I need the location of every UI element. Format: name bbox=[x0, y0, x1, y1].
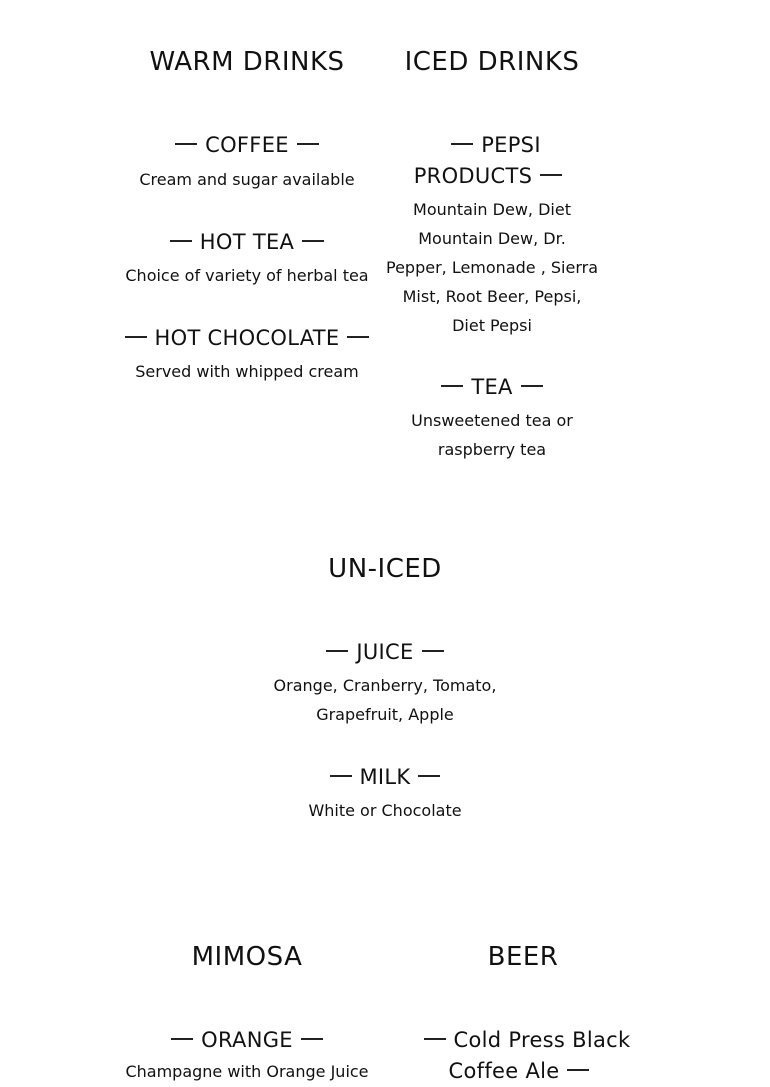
dash-icon bbox=[125, 336, 147, 338]
pepsi-products-label: PEPSI PRODUCTS bbox=[413, 133, 541, 188]
warm-drinks-heading: WARM DRINKS bbox=[149, 47, 345, 77]
dash-icon bbox=[171, 1038, 193, 1040]
juice-description: Orange, Cranberry, Tomato, Grapefruit, Apple bbox=[273, 676, 497, 724]
hot-tea-label: HOT TEA bbox=[199, 230, 295, 254]
tea-label: TEA bbox=[471, 375, 513, 399]
mimosa-heading: MIMOSA bbox=[191, 942, 303, 972]
hot-chocolate-label: HOT CHOCOLATE bbox=[154, 326, 340, 350]
orange-description: Champagne with Orange Juice bbox=[125, 1062, 369, 1081]
milk-item-title bbox=[255, 762, 515, 793]
hot-tea-item-title bbox=[110, 227, 384, 258]
juice-item-title bbox=[255, 637, 515, 668]
hot-tea-description: Choice of variety of herbal tea bbox=[125, 266, 369, 285]
dash-icon bbox=[567, 1069, 589, 1071]
coffee-description: Cream and sugar available bbox=[139, 170, 355, 189]
juice-label: JUICE bbox=[356, 640, 414, 664]
milk-label: MILK bbox=[359, 765, 411, 789]
cold-press-item-title bbox=[400, 1025, 646, 1087]
cold-press-label: Cold Press Black Coffee Ale bbox=[448, 1028, 631, 1083]
orange-item-title bbox=[110, 1025, 384, 1056]
hot-chocolate-description: Served with whipped cream bbox=[135, 362, 359, 381]
dash-icon bbox=[302, 240, 324, 242]
tea-item-title bbox=[386, 372, 598, 403]
dash-icon bbox=[301, 1038, 323, 1040]
dash-icon bbox=[540, 174, 562, 176]
beer-heading: BEER bbox=[487, 942, 559, 972]
orange-label: ORANGE bbox=[201, 1028, 293, 1052]
dash-icon bbox=[424, 1038, 446, 1040]
dash-icon bbox=[451, 143, 473, 145]
dash-icon bbox=[330, 775, 352, 777]
dash-icon bbox=[297, 143, 319, 145]
dash-icon bbox=[422, 650, 444, 652]
coffee-item-title bbox=[110, 130, 384, 161]
hot-chocolate-item-title bbox=[110, 323, 384, 354]
pepsi-products-item-title bbox=[386, 130, 598, 192]
dash-icon bbox=[175, 143, 197, 145]
dash-icon bbox=[326, 650, 348, 652]
pepsi-products-description: Mountain Dew, Diet Mountain Dew, Dr. Pepper, Lemonade , Sierra Mist, Root Beer, Pepsi, Diet Pepsi bbox=[386, 200, 599, 335]
coffee-label: COFFEE bbox=[205, 133, 289, 157]
dash-icon bbox=[418, 775, 440, 777]
milk-description: White or Chocolate bbox=[308, 801, 462, 820]
tea-description: Unsweetened tea or raspberry tea bbox=[411, 411, 573, 459]
iced-drinks-heading: ICED DRINKS bbox=[404, 47, 580, 77]
dash-icon bbox=[521, 385, 543, 387]
dash-icon bbox=[441, 385, 463, 387]
dash-icon bbox=[347, 336, 369, 338]
dash-icon bbox=[170, 240, 192, 242]
un-iced-heading: UN-ICED bbox=[328, 554, 442, 584]
